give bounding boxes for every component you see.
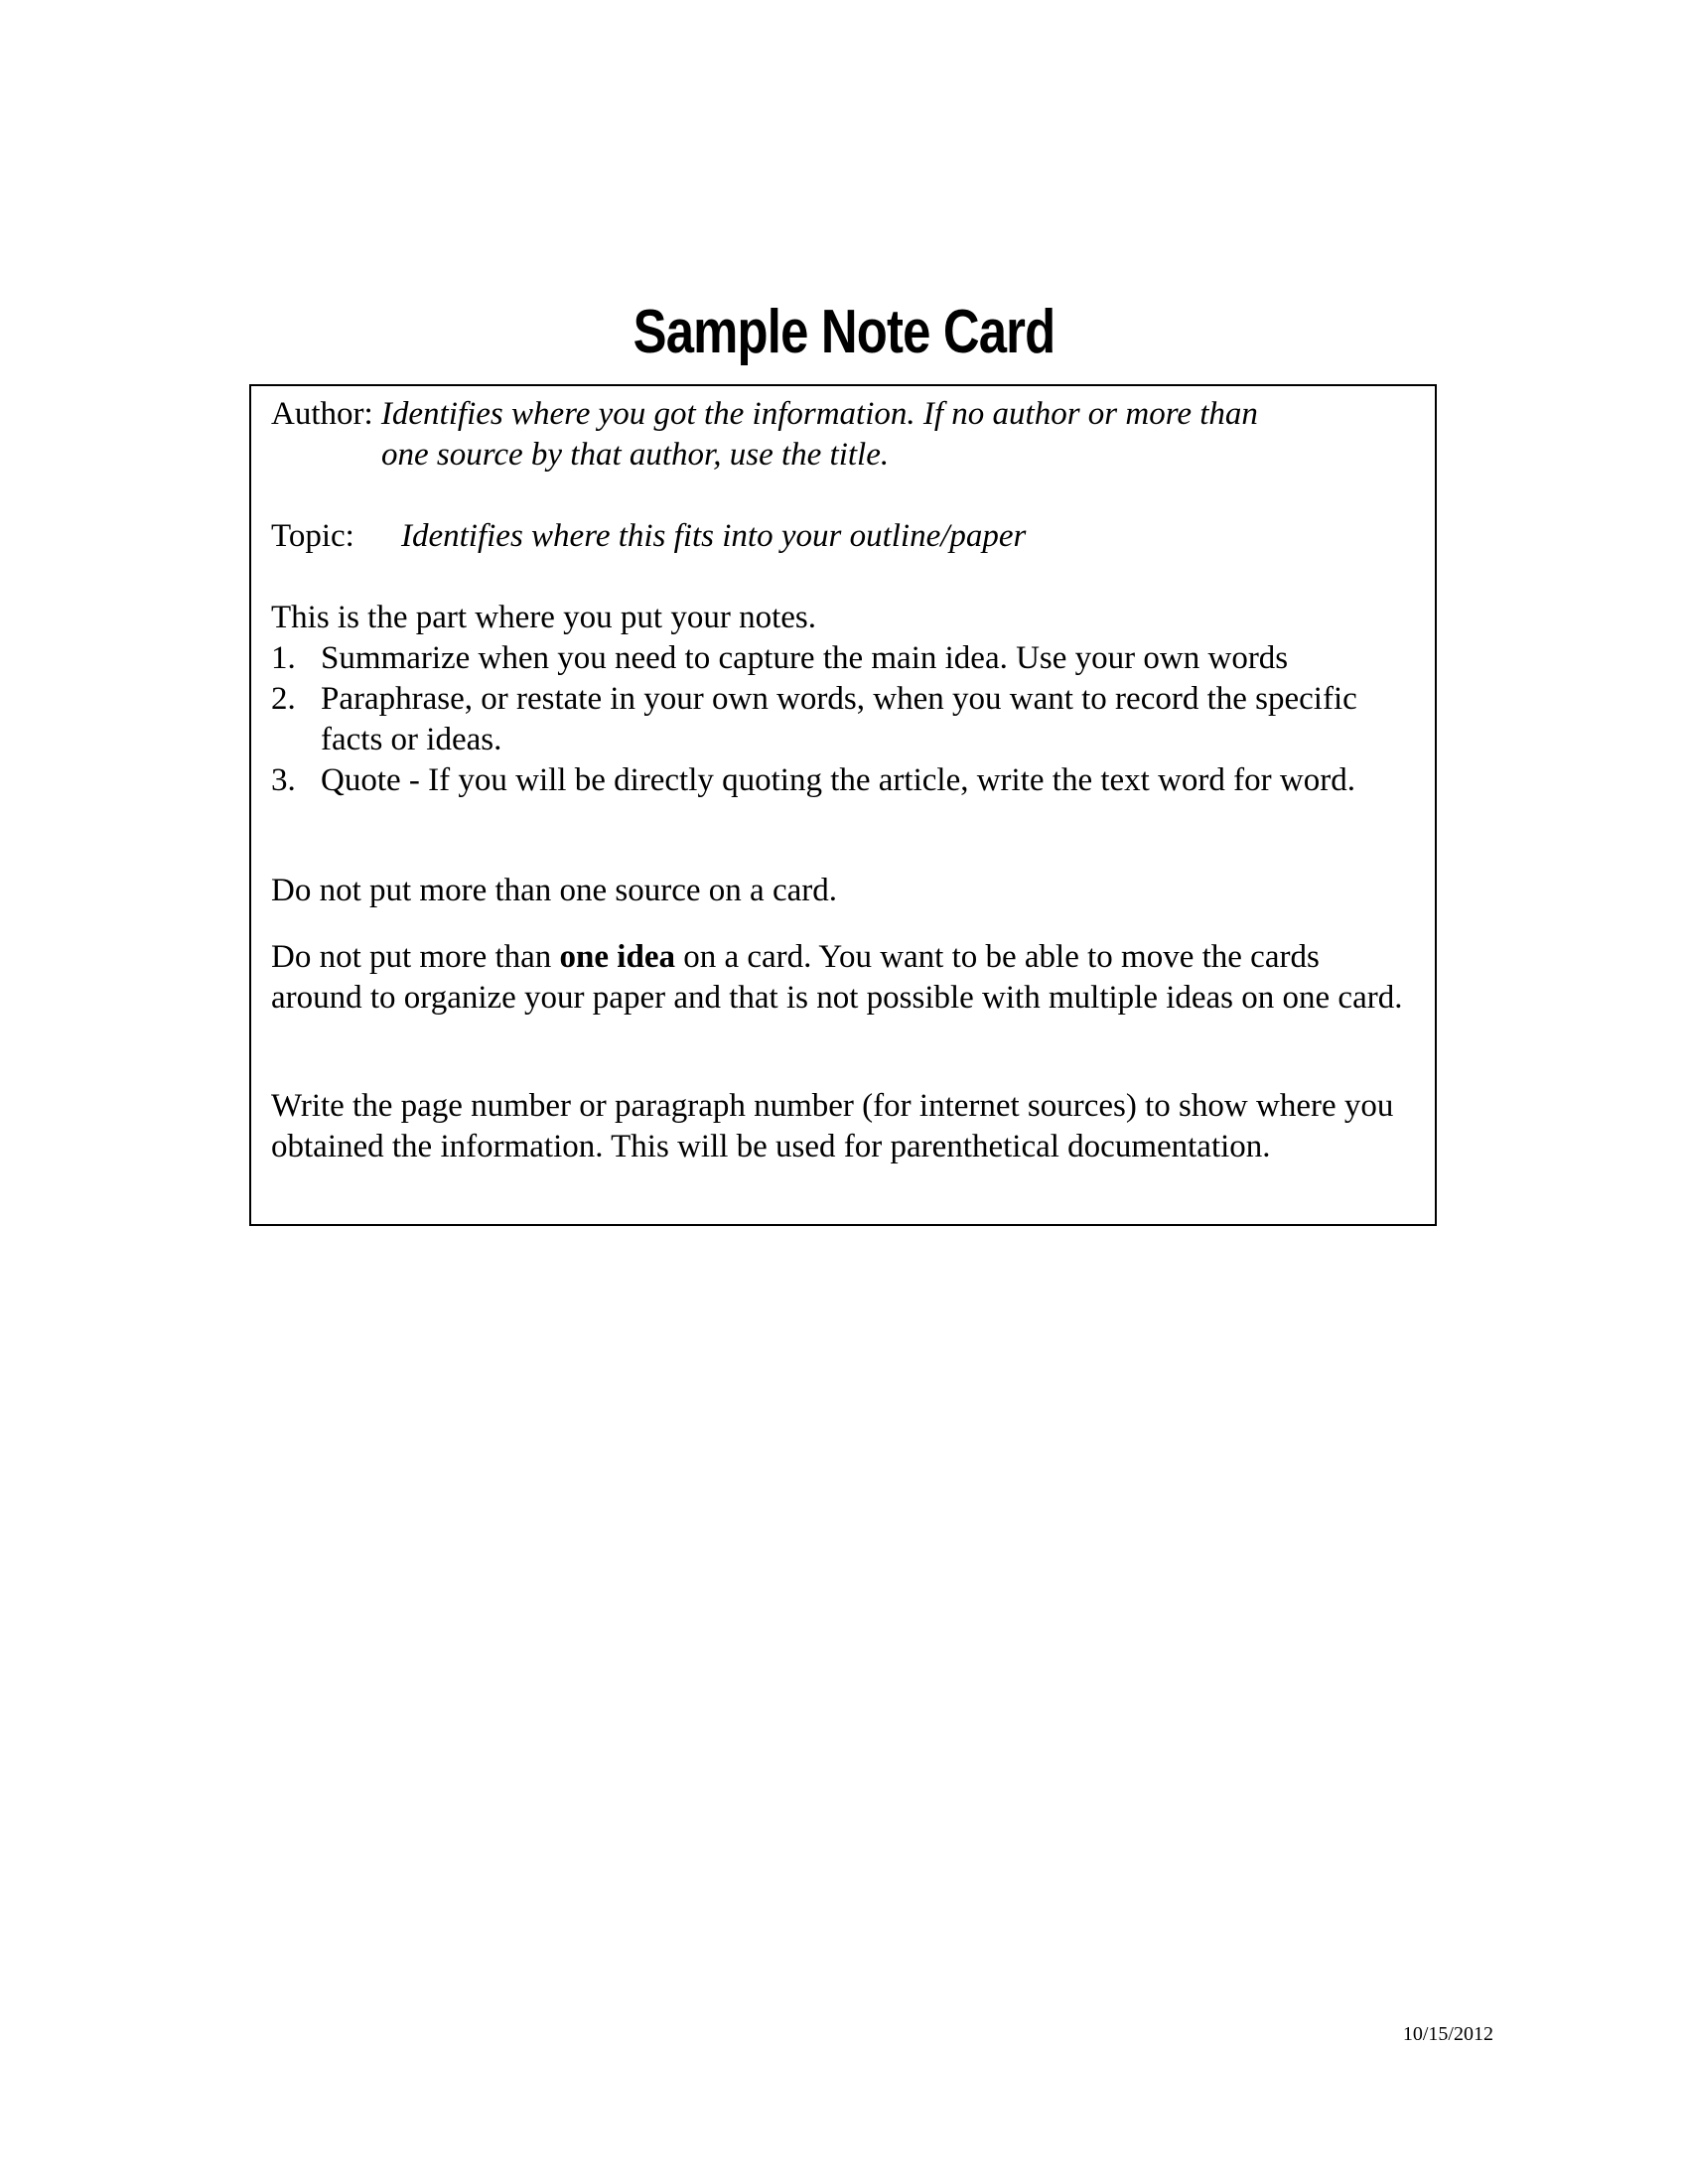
author-description: Identifies where you got the information. If no author or more than (380, 396, 1258, 432)
idea-rule-emphasis: one idea (559, 939, 675, 975)
author-label: Author: (271, 396, 373, 432)
idea-rule-start: Do not put more than (271, 939, 560, 975)
source-rule: Do not put more than one source on a card. (271, 873, 837, 908)
page-title: Sample Note Card (633, 297, 1055, 366)
topic-line (271, 516, 1415, 557)
list-item-number: 3. (271, 762, 296, 798)
list-item (271, 679, 1415, 760)
author-description-continued: one source by that author, use the title. (381, 437, 890, 473)
note-card (249, 384, 1437, 1226)
topic-description: Identifies where this fits into your outline/paper (401, 518, 1027, 554)
idea-rule-end: on a card. You want to be able to move the cards around to organize your paper and that is not possible with multiple ideas on one card. (271, 939, 1403, 1016)
footer-date: 10/15/2012 (1402, 2023, 1493, 2045)
topic-label: Topic: (271, 518, 354, 554)
list-item (271, 638, 1415, 679)
list-item-number: 2. (271, 681, 296, 717)
list-item-text: Summarize when you need to capture the main idea. Use your own words (321, 640, 1289, 676)
list-item (271, 760, 1415, 801)
notes-intro: This is the part where you put your notes. (271, 600, 816, 635)
idea-rule (271, 937, 1415, 1019)
list-item-text: Quote - If you will be directly quoting the article, write the text word for word. (321, 762, 1355, 798)
notes-list (271, 638, 1415, 801)
list-item-number: 1. (271, 640, 296, 676)
page-number-rule: Write the page number or paragraph number (for internet sources) to show where you obtained the information. This will be used for parenthetical documentation. (271, 1088, 1394, 1164)
author-line (271, 394, 1415, 435)
list-item-text: Paraphrase, or restate in your own words, when you want to record the specific facts or ideas. (321, 681, 1357, 757)
